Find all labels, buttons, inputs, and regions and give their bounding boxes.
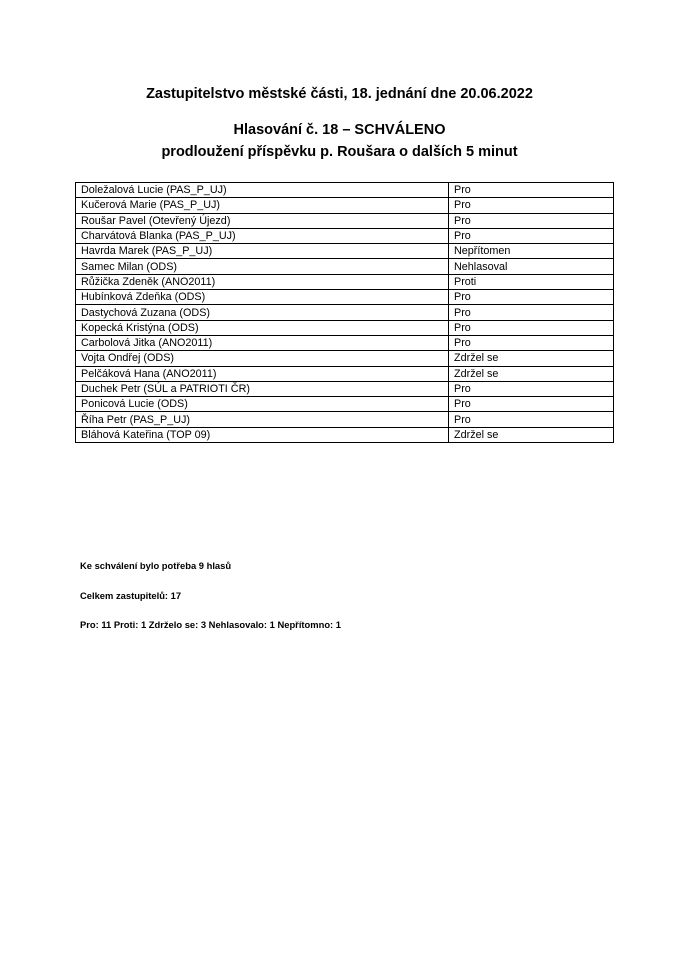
member-name: Duchek Petr (SÚL a PATRIOTI ČR) — [76, 381, 449, 396]
table-row — [76, 305, 614, 320]
member-vote: Zdržel se — [449, 366, 614, 381]
table-row — [76, 427, 614, 442]
member-vote: Pro — [449, 198, 614, 213]
vote-breakdown: Pro: 11 Proti: 1 Zdrželo se: 3 Nehlasovalo: 1 Nepřítomno: 1 — [80, 619, 341, 630]
member-name: Kučerová Marie (PAS_P_UJ) — [76, 198, 449, 213]
member-vote: Pro — [449, 183, 614, 198]
member-vote: Pro — [449, 335, 614, 350]
member-name: Hubínková Zdeňka (ODS) — [76, 290, 449, 305]
member-name: Bláhová Kateřina (TOP 09) — [76, 427, 449, 442]
member-vote: Pro — [449, 397, 614, 412]
member-vote: Proti — [449, 274, 614, 289]
member-vote: Pro — [449, 412, 614, 427]
member-vote: Pro — [449, 305, 614, 320]
member-name: Růžička Zdeněk (ANO2011) — [76, 274, 449, 289]
member-name: Pelčáková Hana (ANO2011) — [76, 366, 449, 381]
table-row — [76, 335, 614, 350]
member-name: Charvátová Blanka (PAS_P_UJ) — [76, 228, 449, 243]
member-name: Říha Petr (PAS_P_UJ) — [76, 412, 449, 427]
required-votes: Ke schválení bylo potřeba 9 hlasů — [80, 560, 232, 571]
table-row — [76, 259, 614, 274]
member-name: Doležalová Lucie (PAS_P_UJ) — [76, 183, 449, 198]
member-name: Havrda Marek (PAS_P_UJ) — [76, 244, 449, 259]
table-row — [76, 228, 614, 243]
member-name: Ponicová Lucie (ODS) — [76, 397, 449, 412]
member-vote: Zdržel se — [449, 351, 614, 366]
member-name: Roušar Pavel (Otevřený Újezd) — [76, 213, 449, 228]
member-name: Dastychová Zuzana (ODS) — [76, 305, 449, 320]
member-vote: Pro — [449, 213, 614, 228]
vote-subject: prodloužení příspěvku p. Roušara o dalších 5 minut — [161, 144, 518, 160]
member-name: Kopecká Kristýna (ODS) — [76, 320, 449, 335]
document-title: Zastupitelstvo městské části, 18. jednání dne 20.06.2022 — [146, 86, 533, 102]
table-row — [76, 412, 614, 427]
member-name: Samec Milan (ODS) — [76, 259, 449, 274]
table-row — [76, 213, 614, 228]
member-vote: Zdržel se — [449, 427, 614, 442]
table-row — [76, 183, 614, 198]
table-row — [76, 274, 614, 289]
total-members: Celkem zastupitelů: 17 — [80, 590, 182, 601]
vote-title: Hlasování č. 18 – SCHVÁLENO — [233, 122, 446, 138]
member-name: Vojta Ondřej (ODS) — [76, 351, 449, 366]
table-row — [76, 244, 614, 259]
table-row — [76, 290, 614, 305]
member-name: Carbolová Jitka (ANO2011) — [76, 335, 449, 350]
table-row — [76, 366, 614, 381]
votes-table — [75, 182, 614, 443]
table-row — [76, 351, 614, 366]
member-vote: Nehlasoval — [449, 259, 614, 274]
member-vote: Pro — [449, 381, 614, 396]
member-vote: Pro — [449, 290, 614, 305]
table-row — [76, 198, 614, 213]
member-vote: Nepřítomen — [449, 244, 614, 259]
table-row — [76, 381, 614, 396]
member-vote: Pro — [449, 320, 614, 335]
table-row — [76, 320, 614, 335]
table-row — [76, 397, 614, 412]
votes-table-body — [76, 183, 614, 443]
member-vote: Pro — [449, 228, 614, 243]
